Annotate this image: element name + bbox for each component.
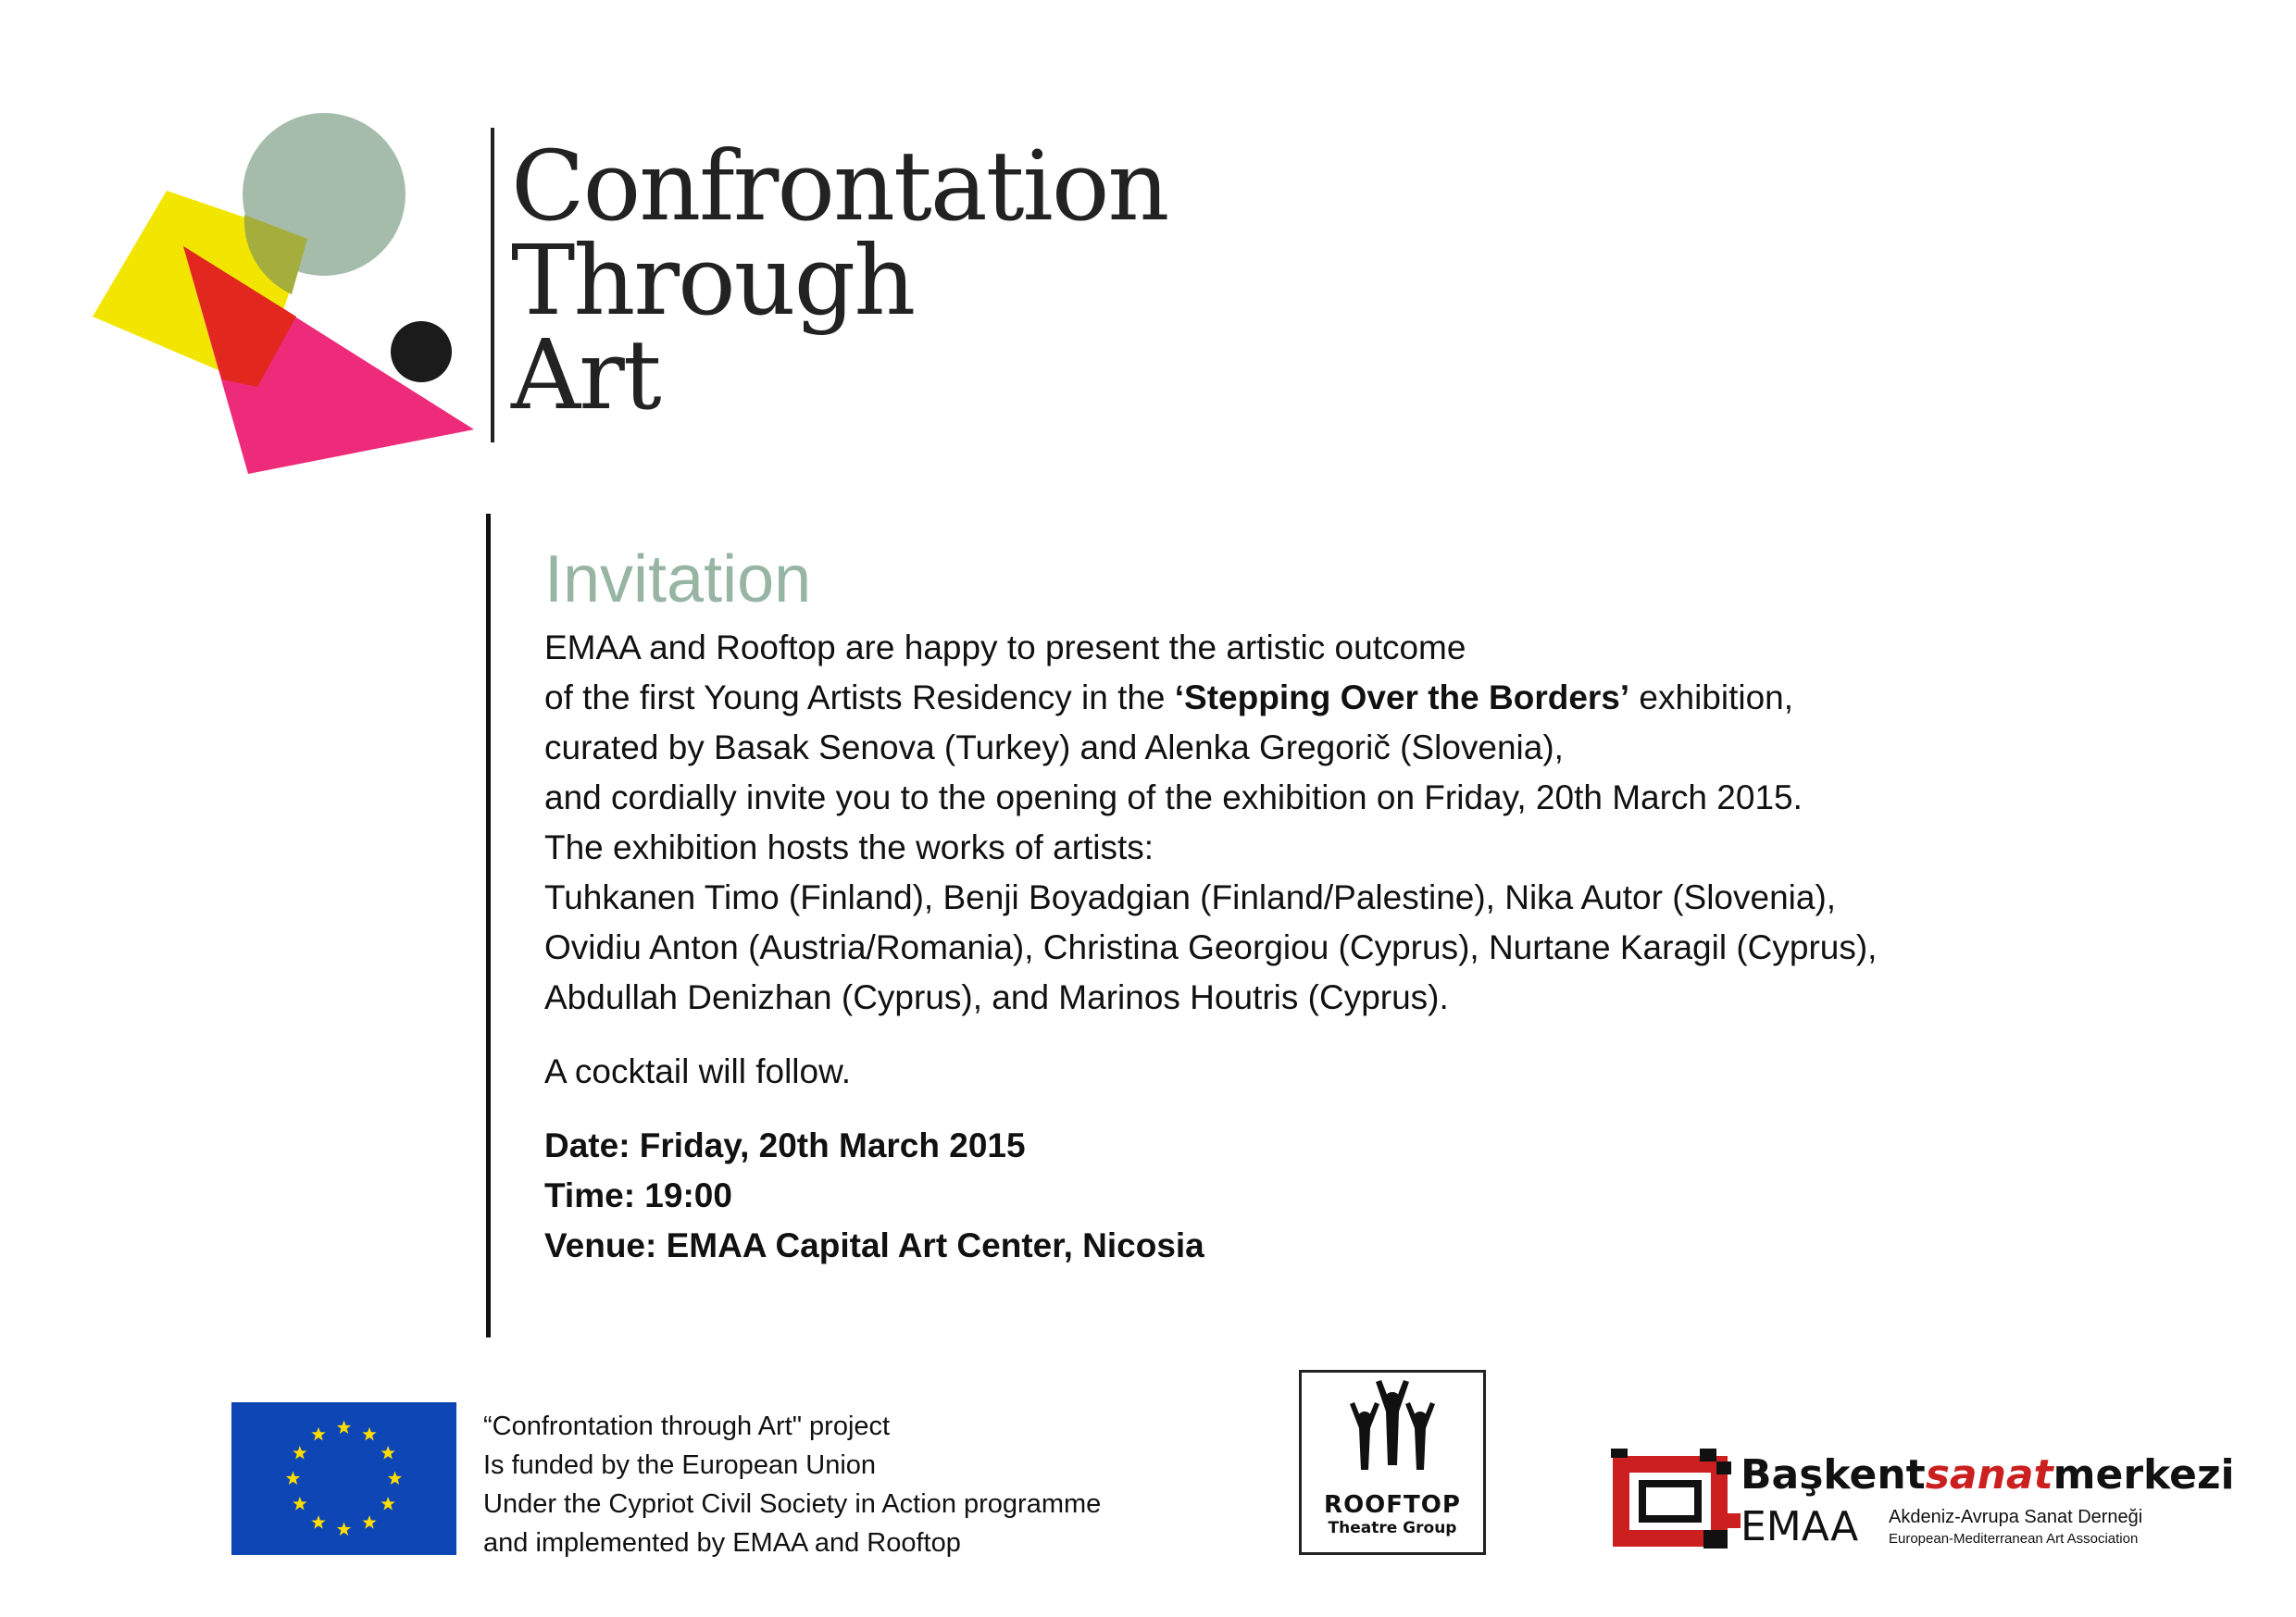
invitation-text: of the first Young Artists Residency in the [544, 678, 1175, 716]
invitation-paragraph-line: EMAA and Rooftop are happy to present the artistic outcome [544, 628, 1466, 666]
emaa-name-part: sanat [1925, 1451, 2053, 1499]
invitation-paragraph-line [544, 673, 2044, 723]
emaa-english-name: European-Mediterranean Art Association [1889, 1531, 2139, 1547]
exhibition-title: ‘Stepping Over the Borders’ [1174, 678, 1630, 716]
emaa-abbreviation: EMAA [1741, 1503, 1859, 1550]
rooftop-subtitle: Theatre Group [1328, 1519, 1457, 1537]
logo-black-dot [391, 321, 452, 382]
rooftop-theatre-logo [1299, 1370, 1486, 1555]
artists-line: Tuhkanen Timo (Finland), Benji Boyadgian (Finland/Palestine), Nika Autor (Slovenia), [544, 878, 1837, 916]
funding-line: and implemented by EMAA and Rooftop [483, 1528, 961, 1558]
logo-title-line: Through [511, 224, 915, 337]
event-time: Time: 19:00 [544, 1176, 732, 1214]
logo-wordmark [511, 130, 1168, 431]
invitation-paragraph-line: and cordially invite you to the opening of the exhibition on Friday, 20th March 2015. [544, 778, 1803, 816]
rooftop-figures-icon [1302, 1373, 1483, 1488]
invitation-text-block [544, 541, 2044, 1271]
invitation-text: exhibition, [1629, 678, 1794, 716]
eu-flag-icon [231, 1402, 456, 1555]
emaa-name-part: merkezi [2053, 1451, 2235, 1499]
logo-divider [491, 128, 494, 442]
artists-line: Abdullah Denizhan (Cyprus), and Marinos Houtris (Cyprus). [544, 978, 1449, 1016]
emaa-name-part: Başkent [1741, 1451, 1926, 1499]
logo-title-line: Confrontation [511, 130, 1168, 243]
invitation-divider [486, 514, 491, 1337]
funding-line: Is funded by the European Union [483, 1450, 877, 1480]
emaa-wordmark [1741, 1451, 2235, 1499]
artists-line: Ovidiu Anton (Austria/Romania), Christina Georgiou (Cyprus), Nurtane Karagil (Cyprus), [544, 928, 1878, 966]
invitation-heading: Invitation [544, 542, 812, 616]
event-date: Date: Friday, 20th March 2015 [544, 1126, 1026, 1164]
rooftop-name: ROOFTOP [1324, 1491, 1461, 1519]
logo-title-line: Art [511, 318, 660, 431]
invitation-paragraph-line: The exhibition hosts the works of artists: [544, 828, 1154, 866]
event-venue: Venue: EMAA Capital Art Center, Nicosia [544, 1226, 1204, 1264]
funding-line: “Confrontation through Art" project [483, 1412, 891, 1441]
invitation-paragraph-line: curated by Basak Senova (Turkey) and Alenka Gregorič (Slovenia), [544, 728, 1564, 766]
funding-statement [483, 1407, 1101, 1562]
funding-line: Under the Cypriot Civil Society in Action programme [483, 1489, 1102, 1519]
emaa-turkish-name: Akdeniz-Avrupa Sanat Derneği [1889, 1507, 2143, 1527]
confrontation-through-art-logo-graphic [93, 102, 500, 491]
cocktail-note: A cocktail will follow. [544, 1052, 852, 1090]
